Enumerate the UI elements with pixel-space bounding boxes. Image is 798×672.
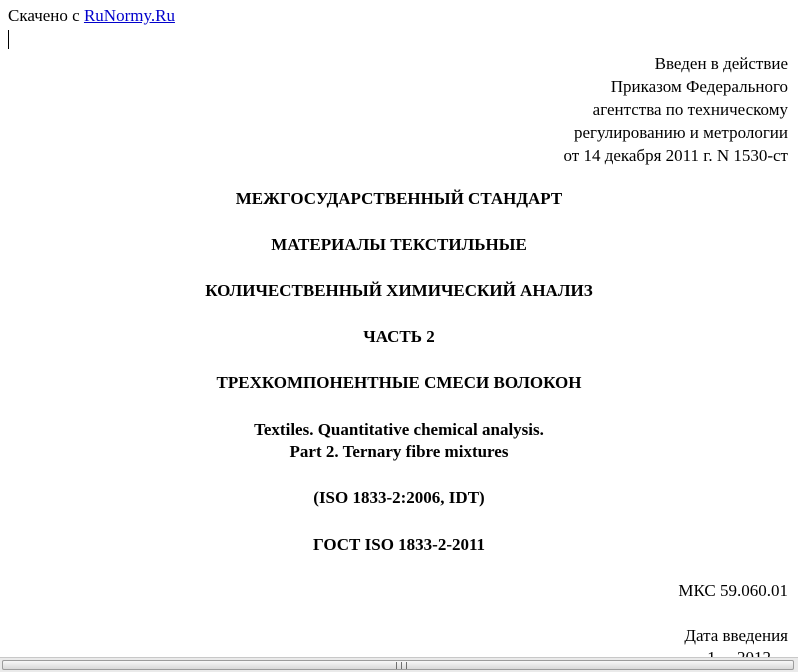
approval-line: от 14 декабря 2011 г. N 1530-ст	[563, 146, 788, 165]
english-title-line-2: Part 2. Ternary fibre mixtures	[289, 442, 509, 461]
mks-code: МКС 59.060.01	[678, 581, 788, 600]
iso-reference: (ISO 1833-2:2006, IDT)	[313, 488, 485, 507]
runormy-link[interactable]: RuNormy.Ru	[83, 6, 175, 25]
part-heading: ЧАСТЬ 2	[363, 327, 435, 346]
gost-number: ГОСТ ISO 1833-2-2011	[312, 535, 486, 554]
approval-line: регулированию и метрологии	[573, 123, 788, 142]
approval-line: агентства по техническому	[592, 100, 788, 119]
source-line	[8, 6, 175, 26]
approval-block	[563, 52, 788, 167]
approval-line: Введен в действие	[654, 54, 788, 73]
approval-line: Приказом Федерального	[610, 77, 788, 96]
title-heading-2: КОЛИЧЕСТВЕННЫЙ ХИМИЧЕСКИЙ АНАЛИЗ	[205, 281, 593, 300]
standard-type-heading: МЕЖГОСУДАРСТВЕННЫЙ СТАНДАРТ	[235, 189, 563, 208]
horizontal-scrollbar[interactable]	[0, 657, 798, 672]
title-heading-1: МАТЕРИАЛЫ ТЕКСТИЛЬНЫЕ	[271, 235, 527, 254]
source-prefix: Скачено с	[8, 6, 84, 25]
grip-icon	[396, 662, 407, 669]
intro-date-label: Дата введения	[684, 626, 788, 645]
scrollbar-thumb[interactable]	[2, 660, 794, 670]
text-cursor	[8, 30, 9, 49]
english-title-line-1: Textiles. Quantitative chemical analysis.	[254, 420, 544, 439]
title-heading-3: ТРЕХКОМПОНЕНТНЫЕ СМЕСИ ВОЛОКОН	[216, 373, 582, 392]
